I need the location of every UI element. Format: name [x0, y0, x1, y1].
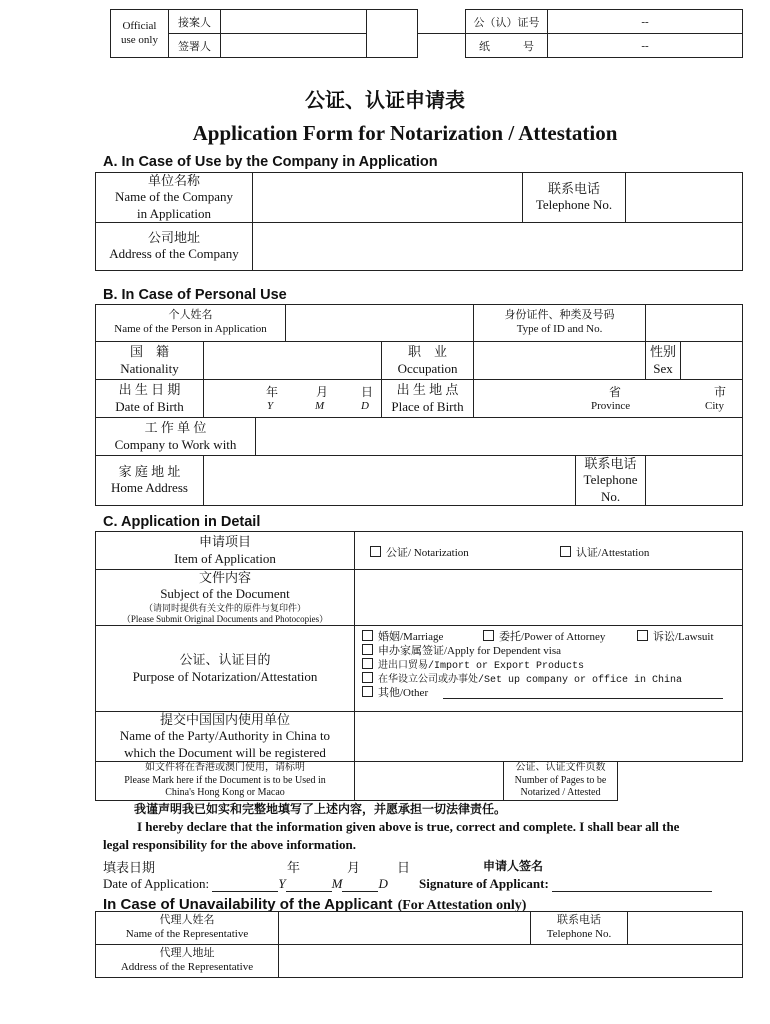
official-blank-cell: [367, 10, 418, 58]
hk-macao-label: 如文件将在香港或澳门使用，请标明 Please Mark here if the Document is to be Used in China's Hong Kong or Macao: [96, 761, 355, 800]
company-name-field[interactable]: [253, 173, 523, 223]
date-m: M: [331, 876, 343, 891]
dob-year-cn: 年: [266, 385, 279, 399]
rep-phone-label: 联系电话 Telephone No.: [531, 912, 628, 945]
purpose-lawsuit[interactable]: 诉讼/Lawsuit: [637, 628, 714, 644]
nationality-label: 国 籍 Nationality: [96, 342, 204, 380]
cert-no-label: 公（认）证号: [466, 10, 548, 34]
dob-field[interactable]: [204, 380, 382, 418]
dob-month-cn: 月: [316, 385, 329, 399]
rep-address-label: 代理人地址 Address of the Representative: [96, 945, 279, 978]
purpose-marriage[interactable]: 婚姻/Marriage: [362, 628, 443, 644]
company-phone-label: 联系电话 Telephone No.: [523, 173, 626, 223]
purpose-label: 公证、认证目的 Purpose of Notarization/Attestation: [96, 626, 355, 712]
province-cn: 省: [609, 385, 622, 399]
checkbox-icon[interactable]: [362, 630, 373, 641]
person-name-field[interactable]: [286, 305, 474, 342]
purpose-poa[interactable]: 委托/Power of Attorney: [483, 628, 605, 644]
company-address-label: 公司地址 Address of the Company: [96, 222, 253, 270]
province-en: Province: [591, 400, 631, 412]
decl-year-cn: 年: [287, 860, 301, 875]
official-use-table: [110, 9, 743, 58]
company-name-label: 单位名称 Name of the Company in Application: [96, 173, 253, 223]
purpose-other[interactable]: 其他/Other: [362, 684, 428, 700]
sex-label: 性别 Sex: [650, 344, 677, 376]
date-month-blank[interactable]: [286, 880, 332, 892]
date-label-cn: 填表日期: [103, 860, 156, 875]
pob-label: 出 生 地 点 Place of Birth: [382, 380, 474, 418]
paper-no-label: 纸 号: [466, 34, 548, 58]
checkbox-icon[interactable]: [370, 546, 381, 557]
person-name-label: 个人姓名 Name of the Person in Application: [96, 305, 286, 342]
purpose-visa[interactable]: 申办家属签证/Apply for Dependent visa: [362, 642, 561, 658]
section-b-heading: B. In Case of Personal Use: [103, 287, 287, 303]
hk-macao-field[interactable]: [355, 761, 504, 800]
rep-phone-field[interactable]: [628, 912, 743, 945]
dob-month-en: M: [315, 400, 325, 412]
section-c-heading: C. Application in Detail: [103, 514, 261, 530]
signature-blank[interactable]: [552, 880, 712, 892]
section-c-table: [95, 531, 743, 801]
company-address-field[interactable]: [253, 222, 743, 270]
form-title-en: Application Form for Notarization / Attestation: [192, 121, 618, 145]
home-phone-field[interactable]: [646, 456, 743, 506]
date-application-row: [103, 876, 388, 892]
declaration-en-line1: I hereby declare that the information given above is true, correct and complete. I shall bear all the: [137, 819, 680, 834]
date-day-blank[interactable]: [342, 880, 378, 892]
checkbox-icon[interactable]: [560, 546, 571, 557]
subject-field[interactable]: [355, 570, 743, 626]
official-use-label: Official use only: [111, 10, 169, 58]
date-label-en: Date of Application:: [103, 876, 210, 891]
purpose-import[interactable]: 进出口贸易/Import or Export Products: [362, 656, 584, 672]
section-b-table: [95, 304, 743, 506]
company-phone-field[interactable]: [626, 173, 743, 223]
signed-by-label: 签署人: [169, 34, 221, 58]
decl-day-cn: 日: [397, 860, 411, 875]
attestation-option[interactable]: 认证/Attestation: [560, 544, 649, 560]
occupation-label: 职 业 Occupation: [382, 342, 474, 380]
other-underline[interactable]: [443, 698, 723, 699]
home-address-label: 家 庭 地 址 Home Address: [96, 456, 204, 506]
cert-no-value[interactable]: --: [548, 10, 743, 34]
decl-month-cn: 月: [347, 860, 361, 875]
rep-heading-main: In Case of Unavailability of the Applicant: [103, 896, 393, 913]
form-title-cn: 公证、认证申请表: [305, 88, 465, 112]
declaration-cn: 我谨声明我已如实和完整地填写了上述内容，并愿承担一切法律责任。: [134, 802, 507, 816]
date-d: D: [378, 876, 388, 891]
signature-label-cn: 申请人签名: [483, 859, 544, 873]
company-work-field[interactable]: [256, 418, 743, 456]
city-cn: 市: [714, 385, 727, 399]
rep-table: [95, 911, 743, 978]
signed-by-field[interactable]: [221, 34, 367, 58]
subject-label: 文件内容 Subject of the Document （请同时提供有关文件的原件与复印件） （Please Submit Original Documents and Photocopies）: [96, 570, 355, 626]
received-by-field[interactable]: [221, 10, 367, 34]
date-year-blank[interactable]: [212, 880, 278, 892]
declaration-en-line2: legal responsibility for the above information.: [103, 837, 357, 852]
company-work-label: 工 作 单 位 Company to Work with: [96, 418, 256, 456]
pages-label: 公证、认证文件页数 Number of Pages to be Notarized / Attested: [504, 761, 618, 800]
rep-heading-paren: (For Attestation only): [397, 898, 527, 913]
party-label: 提交中国国内使用单位 Name of the Party/Authority in China to which the Document will be registered: [96, 712, 355, 762]
item-options: [355, 532, 743, 570]
signature-row: [419, 876, 712, 892]
paper-no-value[interactable]: --: [548, 34, 743, 58]
dob-day-en: D: [361, 400, 369, 412]
item-label: 申请项目 Item of Application: [96, 532, 355, 570]
checkbox-icon[interactable]: [637, 630, 648, 641]
pages-field[interactable]: [618, 761, 743, 800]
date-y: Y: [278, 876, 286, 891]
purpose-office[interactable]: 在华设立公司或办事处/Set up company or office in China: [362, 670, 682, 686]
occupation-field[interactable]: [474, 342, 646, 380]
checkbox-icon[interactable]: [483, 630, 494, 641]
home-phone-label: 联系电话 Telephone No.: [576, 456, 646, 506]
notarization-option[interactable]: 公证/ Notarization: [370, 544, 469, 560]
id-type-field[interactable]: [646, 305, 743, 342]
section-a-table: [95, 172, 743, 271]
checkbox-icon[interactable]: [362, 672, 373, 683]
dob-day-cn: 日: [361, 385, 374, 399]
rep-name-field[interactable]: [279, 912, 531, 945]
dob-year-en: Y: [267, 400, 274, 412]
rep-name-label: 代理人姓名 Name of the Representative: [96, 912, 279, 945]
id-type-label: 身份证件、种类及号码 Type of ID and No.: [474, 305, 646, 342]
home-address-field[interactable]: [204, 456, 576, 506]
city-en: City: [705, 400, 724, 412]
dob-label: 出 生 日 期 Date of Birth: [96, 380, 204, 418]
rep-address-field[interactable]: [279, 945, 743, 978]
pob-field[interactable]: [474, 380, 743, 418]
section-a-heading: A. In Case of Use by the Company in Application: [103, 154, 438, 170]
sex-field[interactable]: [680, 342, 742, 379]
signature-label-en: Signature of Applicant:: [419, 876, 549, 891]
nationality-field[interactable]: [204, 342, 382, 380]
checkbox-icon[interactable]: [362, 658, 373, 669]
purpose-options: [355, 626, 743, 712]
checkbox-icon[interactable]: [362, 686, 373, 697]
checkbox-icon[interactable]: [362, 644, 373, 655]
received-by-label: 接案人: [169, 10, 221, 34]
party-field[interactable]: [355, 712, 743, 762]
